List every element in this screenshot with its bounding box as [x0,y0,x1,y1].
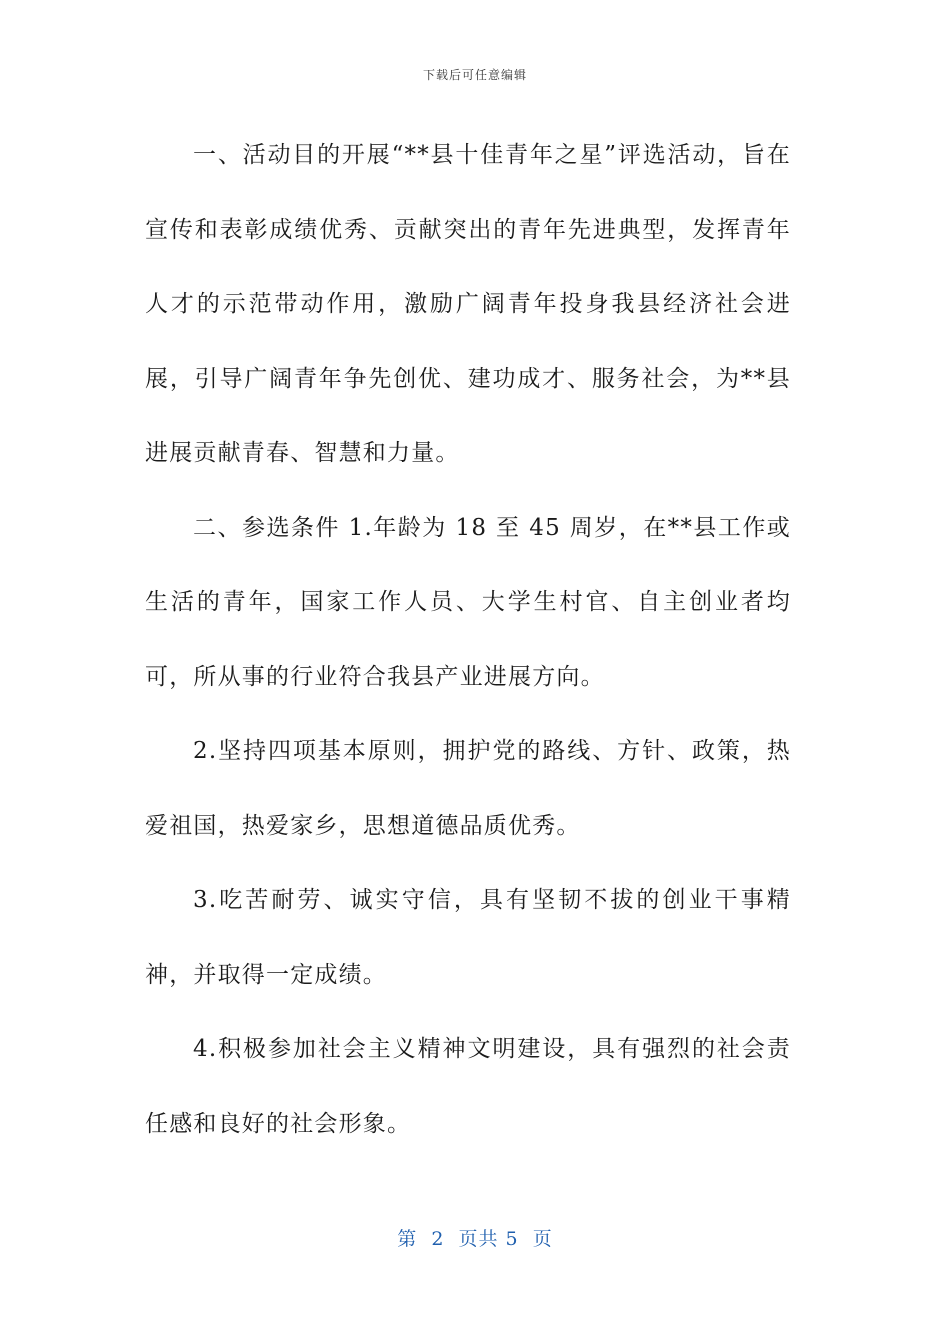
paragraph-eligibility-age: 二、参选条件 1.年龄为 18 至 45 周岁，在**县工作或生活的青年，国家工作人员、大学生村官、自主创业者均可，所从事的行业符合我县产业进展方向。 [145,514,791,690]
paragraph-eligibility-principles: 2.坚持四项基本原则，拥护党的路线、方针、政策，热爱祖国，热爱家乡，思想道德品质优秀。 [145,738,791,839]
page-number-footer: 第 2 页共 5 页 [397,1228,553,1250]
paragraph-activity-purpose: 一、活动目的开展“**县十佳青年之星”评选活动，旨在宣传和表彰成绩优秀、贡献突出的青年先进典型，发挥青年人才的示范带动作用，激励广阔青年投身我县经济社会进展，引导广阔青年争先创优、建功成才、服务社会，为**县进展贡献青春、智慧和力量。 [145,142,791,466]
paragraph-eligibility-civic: 4.积极参加社会主义精神文明建设，具有强烈的社会责任感和良好的社会形象。 [145,1036,791,1137]
document-body [145,118,791,1161]
paragraph-eligibility-diligence: 3.吃苦耐劳、诚实守信，具有坚韧不拔的创业干事精神，并取得一定成绩。 [145,887,791,988]
page-header-note: 下载后可任意编辑 [422,68,527,82]
